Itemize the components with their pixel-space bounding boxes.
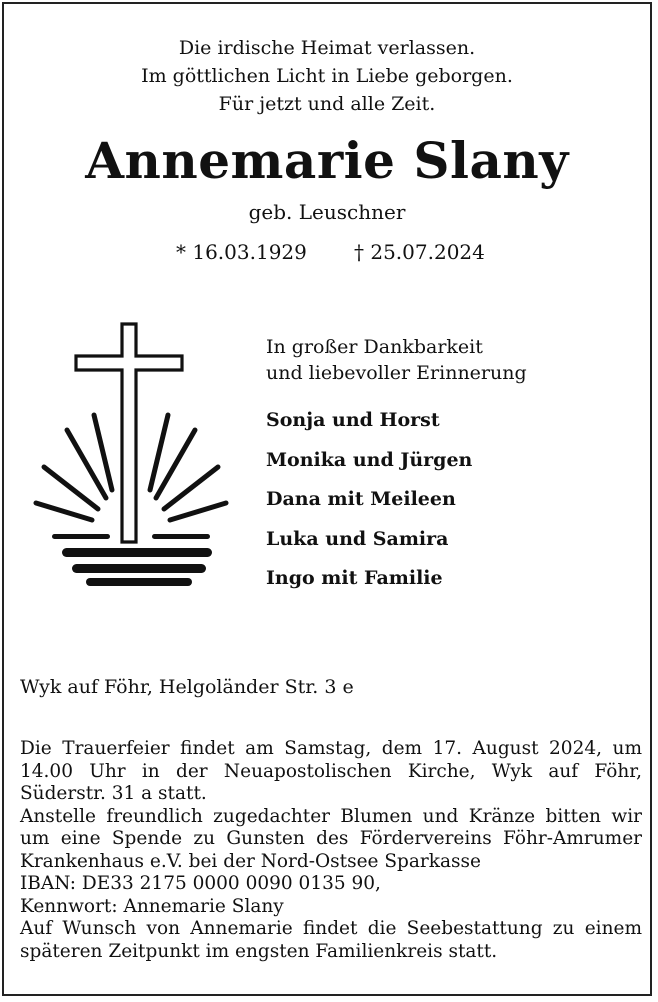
motto-line: Für jetzt und alle Zeit. — [218, 93, 436, 115]
funeral-details — [20, 738, 642, 963]
motto — [4, 34, 650, 118]
obituary-notice — [2, 2, 652, 996]
mourner-item: Ingo mit Familie — [266, 567, 443, 589]
maiden-name: geb. Leuschner — [248, 200, 406, 224]
thanks-text — [266, 334, 527, 386]
mourner-item: Monika und Jürgen — [266, 448, 473, 471]
deceased-name: Annemarie Slany — [85, 131, 569, 190]
burial-info: Auf Wunsch von Annemarie findet die Seebestattung zu einem späteren Zeitpunkt im engsten Familienkreis statt. — [20, 918, 642, 962]
death-date: † 25.07.2024 — [354, 240, 485, 264]
thanks-line: und liebevoller Erinnerung — [266, 362, 527, 384]
birth-date: * 16.03.1929 — [176, 240, 307, 264]
address: Wyk auf Föhr, Helgoländer Str. 3 e — [20, 676, 354, 698]
mourner-item: Sonja und Horst — [266, 409, 440, 431]
service-info: Die Trauerfeier findet am Samstag, dem 17. August 2024, um 14.00 Uhr in der Neuapostolischen Kirche, Wyk auf Föhr, Süderstr. 31 a statt. — [20, 738, 642, 804]
mourner-item: Dana mit Meileen — [266, 488, 456, 510]
donation-info: Anstelle freundlich zugedachter Blumen und Kränze bitten wir um eine Spende zu Gunsten des Fördervereins Föhr-Amrumer Krankenhaus e.V. bei der Nord-Ostsee Sparkasse — [20, 805, 642, 872]
mourner-item: Luka und Samira — [266, 527, 449, 550]
thanks-line: In großer Dankbarkeit — [266, 336, 483, 358]
mourners-list — [266, 406, 472, 604]
motto-line: Im göttlichen Licht in Liebe geborgen. — [141, 65, 513, 87]
cross-sun-rays-icon — [32, 322, 232, 590]
iban-info: IBAN: DE33 2175 0000 0090 0135 90, — [20, 873, 381, 894]
motto-line: Die irdische Heimat verlassen. — [178, 37, 476, 59]
keyword-info: Kennwort: Annemarie Slany — [20, 895, 284, 917]
